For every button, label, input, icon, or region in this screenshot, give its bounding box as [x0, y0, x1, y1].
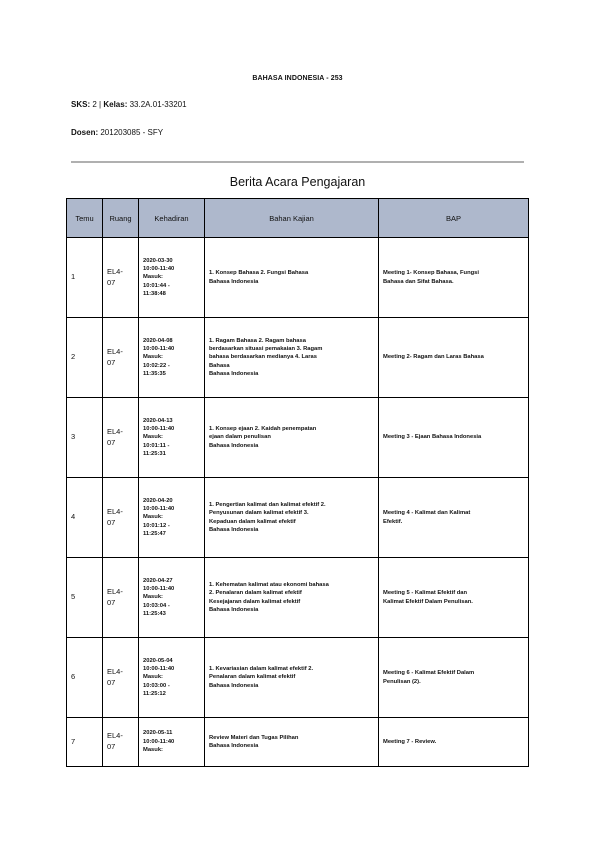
cell-temu: 1	[67, 238, 103, 318]
kelas-value: 33.2A.01-33201	[129, 100, 187, 109]
cell-bahan-kajian: Review Materi dan Tugas Pilihan Bahasa Indonesia	[205, 718, 379, 767]
cell-kehadiran: 2020-04-20 10:00-11:40 Masuk: 10:01:12 - 11:25:47	[139, 478, 205, 558]
cell-bap: Meeting 7 - Review.	[379, 718, 529, 767]
cell-ruang: EL4- 07	[103, 718, 139, 767]
dosen-value: 201203085 - SFY	[100, 128, 164, 137]
cell-ruang: EL4- 07	[103, 558, 139, 638]
table-row	[67, 558, 529, 638]
sks-label: SKS:	[71, 100, 91, 109]
cell-bahan-kajian: 1. Ragam Bahasa 2. Ragam bahasa berdasarkan situasi pemakaian 3. Ragam bahasa berdasarkan medianya 4. Laras Bahasa Bahasa Indonesia	[205, 318, 379, 398]
table-row	[67, 478, 529, 558]
cell-ruang: EL4- 07	[103, 398, 139, 478]
bap-table	[66, 198, 529, 767]
table-row	[67, 238, 529, 318]
cell-bap: Meeting 2- Ragam dan Laras Bahasa	[379, 318, 529, 398]
cell-bap: Meeting 4 - Kalimat dan Kalimat Efektif.	[379, 478, 529, 558]
course-info-line	[71, 100, 187, 109]
cell-bahan-kajian: 1. Konsep Bahasa 2. Fungsi Bahasa Bahasa Indonesia	[205, 238, 379, 318]
dosen-label: Dosen:	[71, 128, 99, 137]
cell-temu: 6	[67, 638, 103, 718]
cell-kehadiran: 2020-04-27 10:00-11:40 Masuk: 10:03:04 - 11:25:43	[139, 558, 205, 638]
cell-temu: 3	[67, 398, 103, 478]
kelas-label: Kelas:	[103, 100, 128, 109]
table-row	[67, 398, 529, 478]
cell-bahan-kajian: 1. Kevariasian dalam kalimat efektif 2. Penalaran dalam kalimat efektif Bahasa Indonesia	[205, 638, 379, 718]
header-bap: BAP	[379, 199, 529, 238]
cell-temu: 7	[67, 718, 103, 767]
cell-kehadiran: 2020-05-11 10:00-11:40 Masuk:	[139, 718, 205, 767]
cell-bap: Meeting 1- Konsep Bahasa, Fungsi Bahasa dan Sifat Bahasa.	[379, 238, 529, 318]
table-row	[67, 638, 529, 718]
cell-ruang: EL4- 07	[103, 238, 139, 318]
lecturer-info-line	[71, 128, 163, 137]
course-title: BAHASA INDONESIA - 253	[252, 75, 343, 82]
table-row	[67, 718, 529, 767]
cell-ruang: EL4- 07	[103, 478, 139, 558]
document-title: Berita Acara Pengajaran	[229, 175, 366, 189]
cell-bahan-kajian: 1. Pengertian kalimat dan kalimat efektif 2. Penyusunan dalam kalimat efektif 3. Kepaduan dalam kalimat efektif Bahasa Indonesia	[205, 478, 379, 558]
cell-bahan-kajian: 1. Konsep ejaan 2. Kaidah penempatan ejaan dalam penulisan Bahasa Indonesia	[205, 398, 379, 478]
separator: |	[99, 100, 102, 109]
cell-kehadiran: 2020-03-30 10:00-11:40 Masuk: 10:01:44 - 11:38:48	[139, 238, 205, 318]
cell-bap: Meeting 3 - Ejaan Bahasa Indonesia	[379, 398, 529, 478]
cell-bahan-kajian: 1. Kehematan kalimat atau ekonomi bahasa 2. Penalaran dalam kalimat efektif Kesejajaran dalam kalimat efektif Bahasa Indonesia	[205, 558, 379, 638]
header-bahan-kajian: Bahan Kajian	[205, 199, 379, 238]
header-kehadiran: Kehadiran	[139, 199, 205, 238]
table-header-row	[67, 199, 529, 238]
cell-ruang: EL4- 07	[103, 638, 139, 718]
cell-bap: Meeting 5 - Kalimat Efektif dan Kalimat Efektif Dalam Penulisan.	[379, 558, 529, 638]
cell-kehadiran: 2020-04-08 10:00-11:40 Masuk: 10:02:22 - 11:35:35	[139, 318, 205, 398]
cell-temu: 2	[67, 318, 103, 398]
table-row	[67, 318, 529, 398]
cell-kehadiran: 2020-04-13 10:00-11:40 Masuk: 10:01:11 - 11:25:31	[139, 398, 205, 478]
cell-bap: Meeting 6 - Kalimat Efektif Dalam Penulisan (2).	[379, 638, 529, 718]
cell-temu: 5	[67, 558, 103, 638]
header-ruang: Ruang	[103, 199, 139, 238]
cell-ruang: EL4- 07	[103, 318, 139, 398]
cell-temu: 4	[67, 478, 103, 558]
header-temu: Temu	[67, 199, 103, 238]
sks-value: 2	[92, 100, 97, 109]
cell-kehadiran: 2020-05-04 10:00-11:40 Masuk: 10:03:00 - 11:25:12	[139, 638, 205, 718]
divider	[71, 161, 524, 163]
